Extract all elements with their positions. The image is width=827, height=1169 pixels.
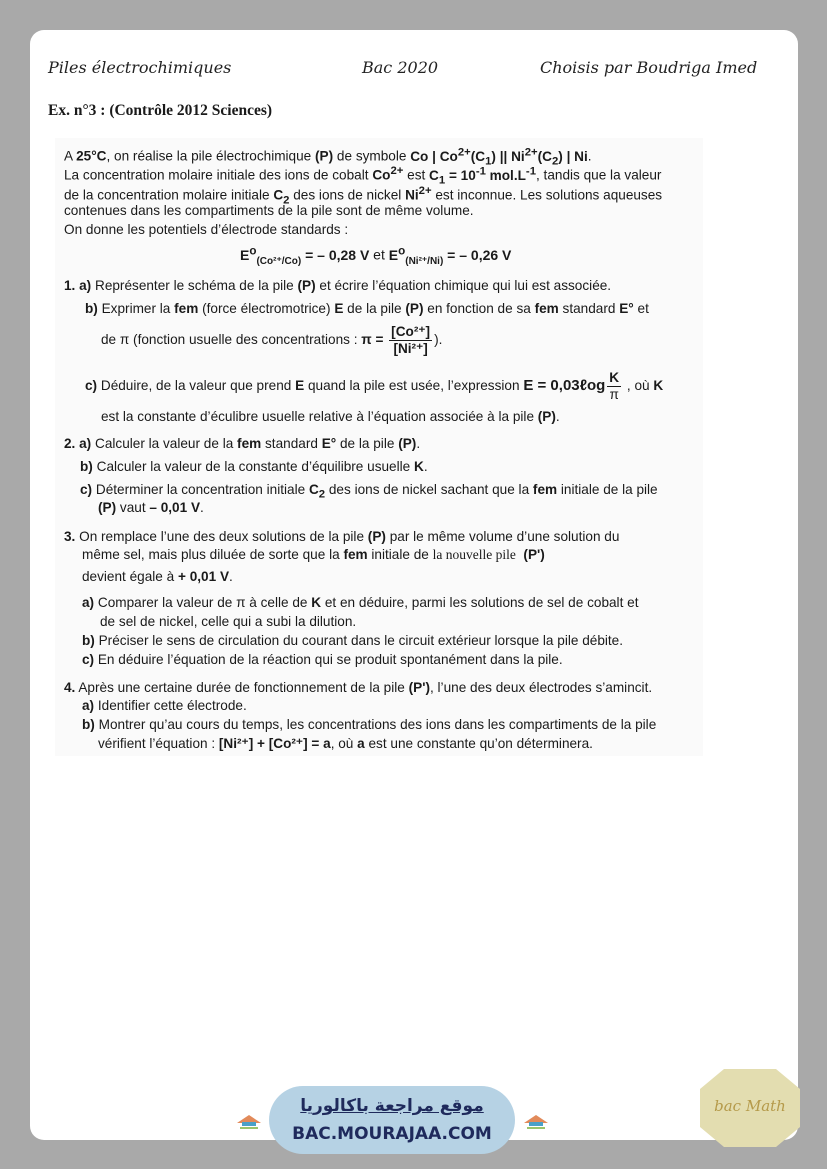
- q3-intro-1: 3. On remplace l’une des deux solutions de la pile (P) par le même volume d’une solution du: [64, 529, 620, 544]
- badge-label: bac Math: [714, 1097, 786, 1115]
- q2-a: 2. a) Calculer la valeur de la fem standard E° de la pile (P).: [64, 436, 421, 451]
- site-name-arabic: موقع مراجعة باكالوريا: [300, 1096, 484, 1116]
- site-banner-link[interactable]: [269, 1086, 515, 1154]
- page-header: [48, 58, 758, 82]
- q1-a: 1. a) Représenter le schéma de la pile (P) et écrire l’équation chimique qui lui est associée.: [64, 278, 612, 293]
- intro-line-1: A 25°C, on réalise la pile électrochimique (P) de symbole Co | $Co^{2+}(C_1)$ || $Ni^{2+}(C_2)$ | Ni.: [64, 146, 592, 168]
- standard-potentials: $E^o_{(Co^{2+}/Co)}$ = – 0,28 V et $E^o_{(Ni^{2+}/Ni)}$ = – 0,26 V: [240, 244, 512, 267]
- header-author: Choisis par Boudriga Imed: [540, 58, 758, 77]
- q1-c: c) Déduire, de la valeur que prend E quand la pile est usée, l’expression E = 0,03ℓog $\frac{K}{\pi}$ , où K: [85, 370, 664, 402]
- q3-intro-2: même sel, mais plus diluée de sorte que la fem initiale de la nouvelle pile (P'): [82, 547, 545, 562]
- header-topic: Piles électrochimiques: [48, 58, 232, 77]
- q4-b-line2: vérifient l’équation : [Ni²⁺] + [Co²⁺] = a, où a est une constante qu’on déterminera.: [98, 736, 593, 751]
- q2-c-line2: (P) vaut – 0,01 V.: [98, 500, 204, 515]
- pi-fraction: $\frac{\text{[Co²⁺]}}{\text{[Ni²⁺]}}$: [391, 323, 431, 356]
- k-over-pi-fraction: $\frac{K}{\pi}$: [609, 370, 620, 402]
- site-url[interactable]: BAC.MOURAJAA.COM: [292, 1124, 492, 1144]
- q1-b: b) Exprimer la fem (force électromotrice) E de la pile (P) en fonction de sa fem standard E° et: [85, 301, 649, 316]
- q1-c-line2: est la constante d’éculibre usuelle relative à l’équation associée à la pile (P).: [101, 409, 560, 424]
- q3-c: c) En déduire l’équation de la réaction qui se produit spontanément dans la pile.: [82, 652, 563, 667]
- site-logo-right-icon: [516, 1099, 556, 1139]
- q2-c: c) Déterminer la concentration initiale $C_2$ des ions de nickel sachant que la fem initiale de la pile: [80, 482, 658, 501]
- exercise-title: Ex. n°3 : (Contrôle 2012 Sciences): [48, 102, 273, 119]
- q1-b-pi: de π (fonction usuelle des concentrations : π = $\frac{\text{[Co²⁺]}}{\text{[Ni²⁺]}}$ ).: [101, 323, 443, 356]
- header-year: Bac 2020: [362, 58, 439, 77]
- intro-line-3: de la concentration molaire initiale $C_2$ des ions de nickel $Ni^{2+}$ est inconnue. Les solutions aqueuses: [64, 185, 663, 207]
- intro-line-4: contenues dans les compartiments de la pile sont de même volume.: [64, 203, 474, 218]
- q3-a-line2: de sel de nickel, celle qui a subi la dilution.: [100, 614, 357, 629]
- q4-a: a) Identifier cette électrode.: [82, 698, 247, 713]
- intro-line-2: La concentration molaire initiale des ions de cobalt $Co^{2+}$ est $C_1 = 10^{-1}$ $mol.L^{-1}$, tandis que la valeur: [64, 165, 662, 187]
- q4-intro: 4. Après une certaine durée de fonctionnement de la pile (P'), l’une des deux électrodes s’amincit.: [64, 680, 653, 695]
- q4-b: b) Montrer qu’au cours du temps, les concentrations des ions dans les compartiments de la pile: [82, 717, 657, 732]
- q3-intro-3: devient égale à + 0,01 V.: [82, 569, 233, 584]
- bac-math-badge: [698, 1067, 802, 1149]
- q3-a: a) Comparer la valeur de π à celle de K et en déduire, parmi les solutions de sel de cobalt et: [82, 595, 639, 610]
- intro-line-5: On donne les potentiels d’électrode standards :: [64, 222, 349, 237]
- q2-b: b) Calculer la valeur de la constante d’équilibre usuelle K.: [80, 459, 428, 474]
- q3-b: b) Préciser le sens de circulation du courant dans le circuit extérieur lorsque la pile débite.: [82, 633, 624, 648]
- site-logo-left-icon: [229, 1099, 269, 1139]
